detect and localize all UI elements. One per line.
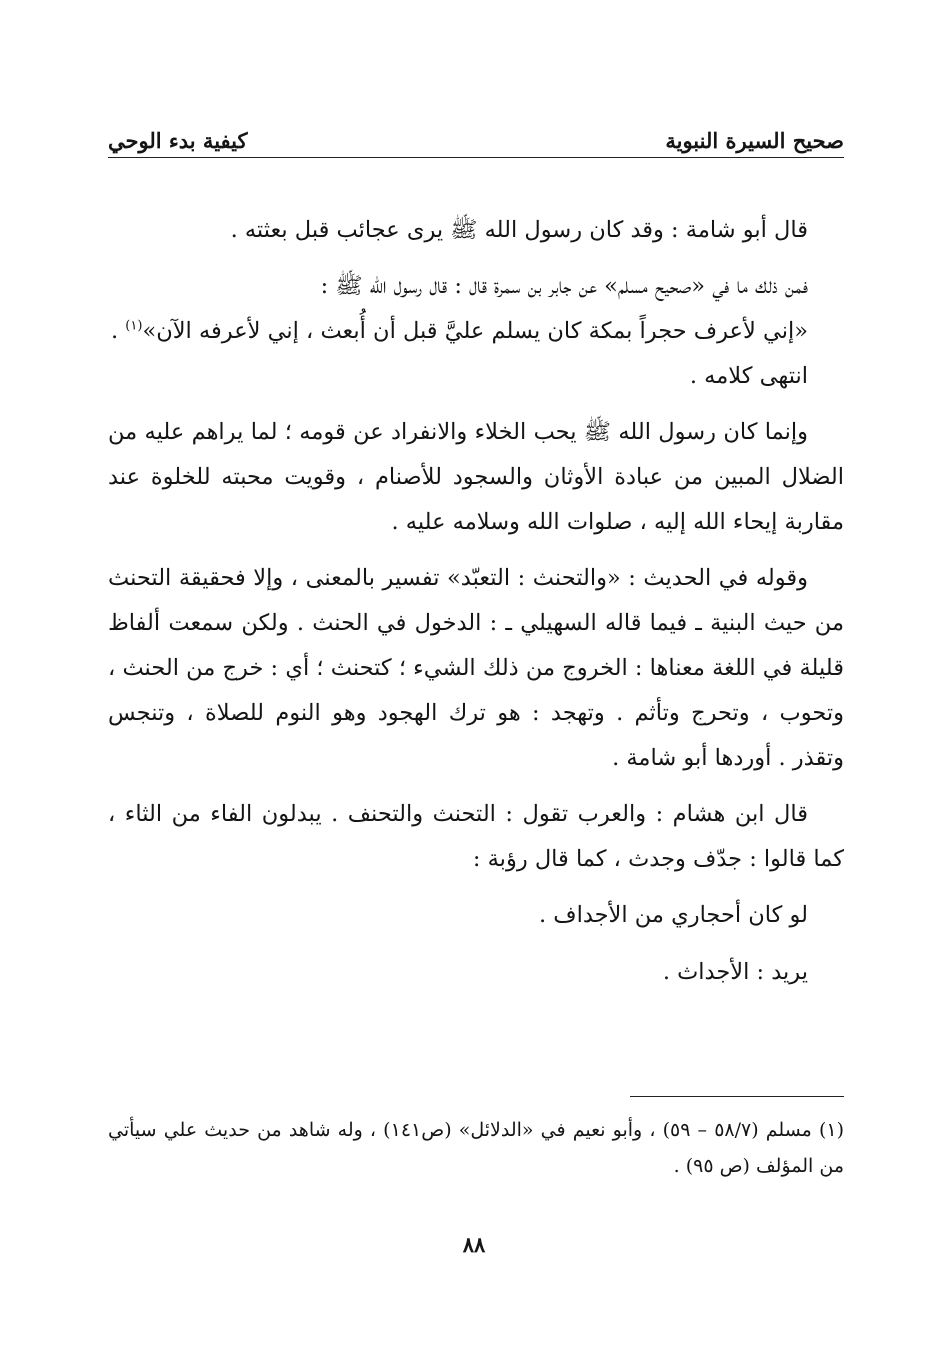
main-text xyxy=(108,208,844,1007)
footnote: (١) مسلم (٥٨/٧ – ٥٩) ، وأبو نعيم في «الدلائل» (ص١٤١) ، وله شاهد من حديث علي سيأتي من المؤلف (ص ٩٥) . xyxy=(108,1119,844,1177)
page-number: ٨٨ xyxy=(462,1232,486,1257)
verse-line: لو كان أحجاري من الأجداف . xyxy=(538,902,808,928)
footnote-divider xyxy=(630,1096,844,1097)
hadith-quote xyxy=(108,309,844,354)
hadith-text: «إني لأعرف حجراً بمكة كان يسلم عليَّ قبل أن أُبعث ، إني لأعرفه الآن» xyxy=(142,318,808,344)
paragraph: قال أبو شامة : وقد كان رسول الله ﷺ يرى عجائب قبل بعثته . xyxy=(230,217,808,243)
paragraph: فمن ذلك ما في «صحيح مسلم» عن جابر بن سمرة قال : قال رسول الله ﷺ : xyxy=(320,273,808,299)
hadith-end-punct: . xyxy=(110,318,126,344)
footnote-area xyxy=(108,1112,844,1184)
footnote-reference: (١) xyxy=(125,318,143,334)
running-header xyxy=(108,118,844,158)
paragraph: يريد : الأجداث . xyxy=(662,959,808,985)
paragraph: وإنما كان رسول الله ﷺ يحب الخلاء والانفراد عن قومه ؛ لما يراهم عليه من الضلال المبين من عبادة الأوثان والسجود للأصنام ، وقويت محبته للخلوة عند مقاربة إيحاء الله إليه ، صلوات الله وسلامه عليه . xyxy=(108,419,844,535)
header-book-title: صحيح السيرة النبوية xyxy=(665,128,844,153)
header-chapter-title: كيفية بدء الوحي xyxy=(108,128,248,153)
paragraph: قال ابن هشام : والعرب تقول : التحنث والتحنف . يبدلون الفاء من الثاء ، كما قالوا : جدّف وجدث ، كما قال رؤبة : xyxy=(108,801,844,872)
paragraph: وقوله في الحديث : «والتحنث : التعبّد» تفسير بالمعنى ، وإلا فحقيقة التحنث من حيث البنية ـ فيما قاله السهيلي ـ : الدخول في الحنث . ولكن سمعت ألفاظ قليلة في اللغة معناها : الخروج من ذلك الشيء ؛ كتحنث ؛ أي : خرج من الحنث ، وتحوب ، وتحرج وتأثم . وتهجد : هو ترك الهجود وهو النوم للصلاة ، وتنجس وتقذر . أوردها أبو شامة . xyxy=(108,565,844,771)
paragraph: انتهى كلامه . xyxy=(689,363,808,389)
